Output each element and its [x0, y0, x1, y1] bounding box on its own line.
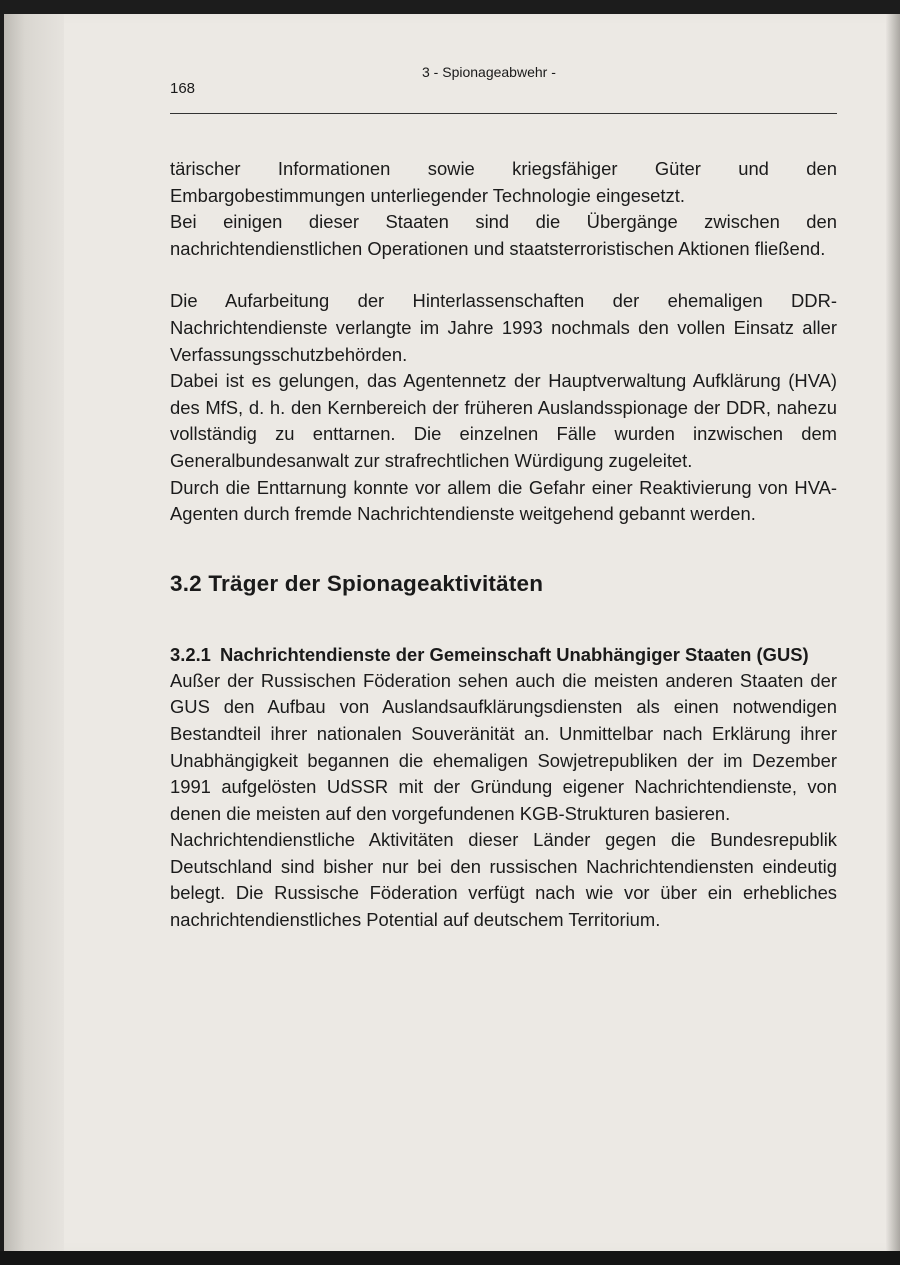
page-edge-shadow	[886, 14, 900, 1252]
paragraph: Außer der Russischen Föderation sehen auch die meisten anderen Staaten der GUS den Aufbau von Auslandsaufklärungsdiensten als einen notwendigen Bestandteil ihrer nationalen Souveränität an. Unmittelbar nach Erklärung ihrer Unabhängigkeit begannen die ehemaligen Sowjetrepubliken der im Dezember 1991 aufgelösten UdSSR mit der Gründung eigener Nachrichtendienste, von denen die meisten auf den vorgefundenen KGB-Strukturen basieren.	[170, 669, 837, 824]
book-page	[4, 14, 900, 1252]
header-rule	[170, 113, 837, 114]
subsection-number: 3.2.1	[170, 643, 211, 665]
subsection-heading	[170, 641, 837, 668]
paragraph: Bei einigen dieser Staaten sind die Übergänge zwischen den nachrichtendienstlichen Operationen und staatsterroristischen Aktionen fließend.	[170, 211, 837, 259]
paragraph-gap	[170, 262, 837, 288]
section-heading: 3.2 Träger der Spionageaktivitäten	[170, 570, 544, 596]
page-gutter-shadow	[4, 14, 64, 1252]
paragraph: tärischer Informationen sowie kriegsfähiger Güter und den Embargobestimmungen unterliegender Technologie eingesetzt.	[170, 158, 837, 206]
paragraph: Nachrichtendienstliche Aktivitäten dieser Länder gegen die Bundesrepublik Deutschland sind bisher nur bei den russischen Nachrichtendiensten eindeutig belegt. Die Russische Föderation verfügt nach wie vor über ein erhebliches nachrichtendienstliches Potential auf deutschem Territorium.	[170, 829, 837, 931]
scan-bottom-border	[0, 1251, 900, 1265]
page-number: 168	[170, 80, 196, 97]
paragraph: Die Aufarbeitung der Hinterlassenschaften der ehemaligen DDR-Nachrichtendienste verlangte im Jahre 1993 nochmals den vollen Einsatz aller Verfassungsschutzbehörden.	[170, 290, 837, 365]
paragraph: Dabei ist es gelungen, das Agentennetz der Hauptverwaltung Aufklärung (HVA) des MfS, d. h. den Kernbereich der früheren Auslandsspionage der DDR, nahezu vollständig zu enttarnen. Die einzelnen Fälle wurden inzwischen dem Generalbundesanwalt zur strafrechtlichen Würdigung zugeleitet.	[170, 370, 837, 471]
page-content	[170, 156, 837, 934]
paragraph: Durch die Enttarnung konnte vor allem die Gefahr einer Reaktivierung von HVA-Agenten durch fremde Nachrichtendienste weitgehend gebannt werden.	[170, 476, 837, 525]
subsection-title: Nachrichtendienste der Gemeinschaft Unabhängiger Staaten (GUS)	[220, 643, 809, 665]
running-head: 3 - Spionageabwehr -	[422, 64, 556, 80]
